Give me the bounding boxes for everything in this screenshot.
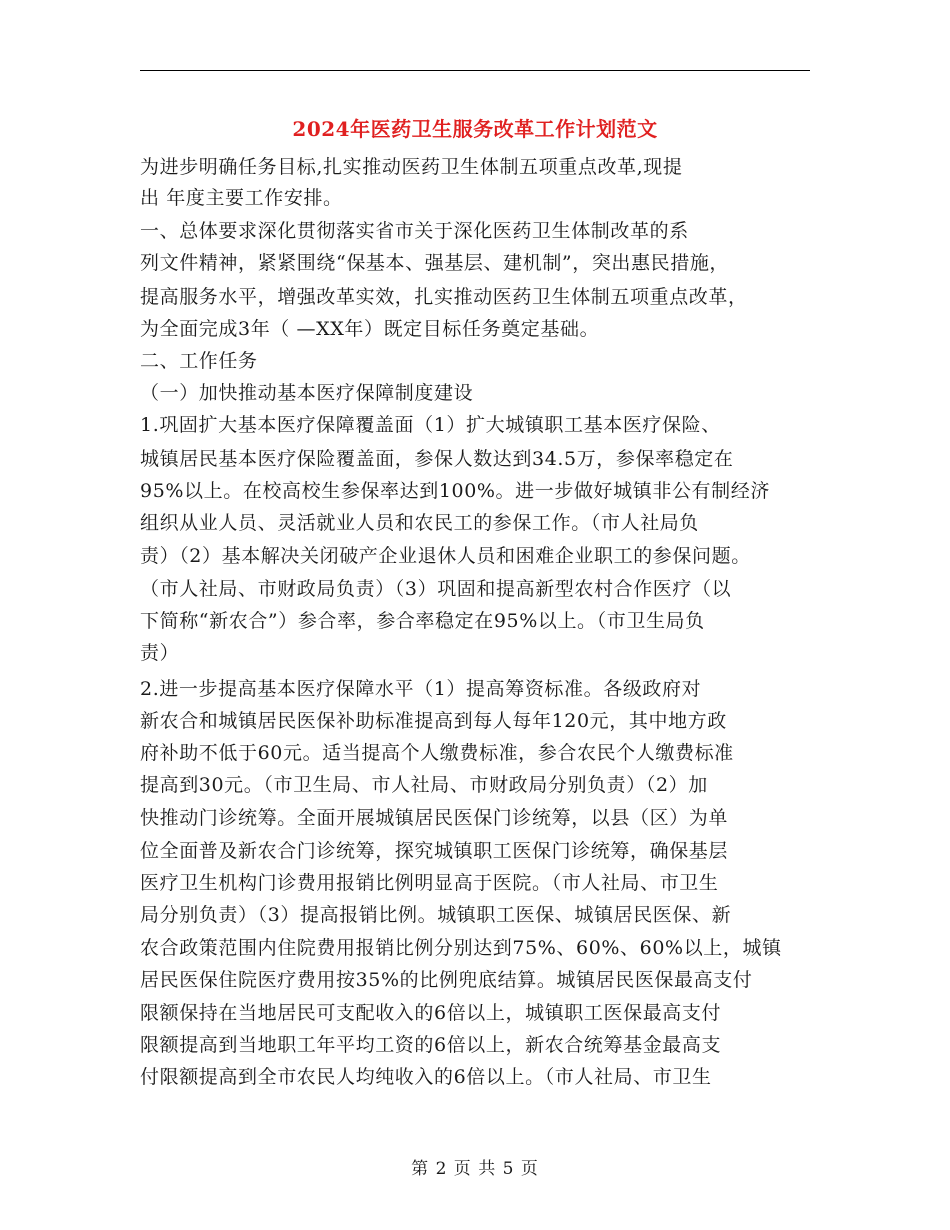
body-line: 提高服务水平，增强改革实效，扎实推动医药卫生体制五项重点改革，: [140, 286, 748, 308]
body-line: 医疗卫生机构门诊费用报销比例明显高于医院。（市人社局、市卫生: [140, 872, 719, 894]
body-line: 提高到30元。（市卫生局、市人社局、市财政局分别负责）（2）加: [140, 774, 708, 796]
body-line: 新农合和城镇居民医保补助标准提高到每人每年120元，其中地方政: [140, 710, 727, 732]
body-line: 责）（2）基本解决关闭破产企业退休人员和困难企业职工的参保问题。: [140, 545, 751, 567]
body-line: 居民医保住院医疗费用按35%的比例兜底结算。城镇居民医保最高支付: [140, 969, 753, 991]
page-footer: 第 2 页 共 5 页: [411, 1159, 539, 1179]
body-line: 府补助不低于60元。适当提高个人缴费标准，参合农民个人缴费标准: [140, 742, 734, 764]
body-line: 付限额提高到全市农民人均纯收入的6倍以上。（市人社局、市卫生: [140, 1066, 712, 1088]
body-line: （市人社局、市财政局负责）（3）巩固和提高新型农村合作医疗（以: [140, 578, 732, 600]
body-line: 2.进一步提高基本医疗保障水平（1）提高筹资标准。各级政府对: [140, 678, 702, 700]
body-line: 列文件精神，紧紧围绕“保基本、强基层、建机制”，突出惠民措施，: [140, 252, 730, 274]
document-title: 2024年医药卫生服务改革工作计划范文: [292, 117, 658, 141]
body-line: 限额提高到当地职工年平均工资的6倍以上，新农合统筹基金最高支: [140, 1034, 722, 1056]
body-line: 一、总体要求深化贯彻落实省市关于深化医药卫生体制改革的系: [140, 220, 689, 242]
body-line: 责）: [140, 642, 180, 664]
body-line: 组织从业人员、灵活就业人员和农民工的参保工作。（市人社局负: [140, 512, 699, 534]
body-line: 95%以上。在校高校生参保率达到100%。进一步做好城镇非公有制经济: [140, 480, 770, 502]
body-line: 二、工作任务: [140, 350, 258, 372]
body-line: 出 年度主要工作安排。: [140, 187, 343, 209]
body-line: 为进步明确任务目标,扎实推动医药卫生体制五项重点改革,现提: [140, 156, 683, 178]
body-line: 1.巩固扩大基本医疗保障覆盖面（1）扩大城镇职工基本医疗保险、: [140, 414, 721, 436]
body-line: 下简称“新农合”）参合率，参合率稳定在95%以上。（市卫生局负: [140, 610, 705, 632]
body-line: 局分别负责）（3）提高报销比例。城镇职工医保、城镇居民医保、新: [140, 904, 732, 926]
body-line: 城镇居民基本医疗保险覆盖面，参保人数达到34.5万，参保率稳定在: [140, 448, 734, 470]
body-line: 农合政策范围内住院费用报销比例分别达到75%、60%、60%以上，城镇: [140, 937, 782, 959]
body-line: 为全面完成3年（ —XX年）既定目标任务奠定基础。: [140, 318, 600, 340]
body-line: （一）加快推动基本医疗保障制度建设: [140, 382, 474, 404]
body-line: 限额保持在当地居民可支配收入的6倍以上，城镇职工医保最高支付: [140, 1002, 722, 1024]
header-rule: [140, 70, 810, 71]
body-line: 位全面普及新农合门诊统筹，探究城镇职工医保门诊统筹，确保基层: [140, 840, 729, 862]
body-line: 快推动门诊统筹。全面开展城镇居民医保门诊统筹，以县（区）为单: [140, 807, 729, 829]
